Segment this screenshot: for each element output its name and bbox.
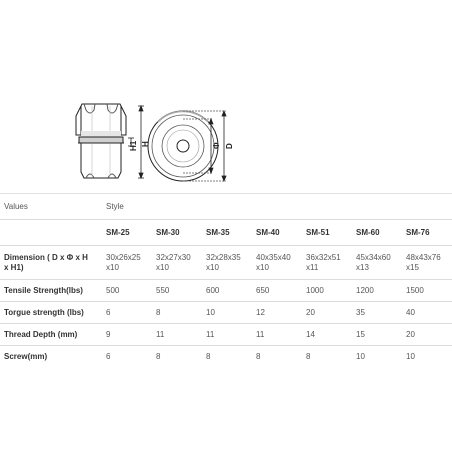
row-label-tensile: Tensile Strength(lbs) bbox=[0, 280, 102, 302]
table-row bbox=[0, 194, 452, 220]
row-label-line: Dimension ( D x Φ x H bbox=[4, 252, 88, 262]
cell-line: x10 bbox=[156, 262, 169, 272]
cell-line: x10 bbox=[106, 262, 119, 272]
table-cell: 14 bbox=[302, 324, 352, 346]
table-cell: 20 bbox=[302, 302, 352, 324]
table-cell: 6 bbox=[102, 346, 152, 368]
cell-line: x10 bbox=[206, 262, 219, 272]
model-header: SM-35 bbox=[202, 220, 252, 246]
table-cell bbox=[252, 246, 302, 280]
table-row bbox=[0, 346, 452, 368]
table-cell: 40 bbox=[402, 302, 452, 324]
row-label-screw: Screw(mm) bbox=[0, 346, 102, 368]
table-cell: 15 bbox=[352, 324, 402, 346]
model-header: SM-60 bbox=[352, 220, 402, 246]
table-cell bbox=[202, 246, 252, 280]
table-row bbox=[0, 246, 452, 280]
top-view bbox=[148, 111, 218, 181]
table-cell: 1500 bbox=[402, 280, 452, 302]
cell-line: x10 bbox=[256, 262, 269, 272]
row-label-thread-depth: Thread Depth (mm) bbox=[0, 324, 102, 346]
table-row bbox=[0, 220, 452, 246]
cell-line: 32x27x30 bbox=[156, 252, 191, 262]
table-cell: 8 bbox=[302, 346, 352, 368]
table-cell: 11 bbox=[202, 324, 252, 346]
cell-line: 30x26x25 bbox=[106, 252, 141, 262]
table-cell: 10 bbox=[352, 346, 402, 368]
cell-line: 32x28x35 bbox=[206, 252, 241, 262]
cell-line: x11 bbox=[306, 262, 319, 272]
table-cell: 12 bbox=[252, 302, 302, 324]
table-cell: 1000 bbox=[302, 280, 352, 302]
table-cell: 35 bbox=[352, 302, 402, 324]
cell-line: x15 bbox=[406, 262, 419, 272]
table-cell: 8 bbox=[202, 346, 252, 368]
table-row bbox=[0, 324, 452, 346]
side-view bbox=[76, 104, 126, 178]
row-label-torgue: Torgue strength (lbs) bbox=[0, 302, 102, 324]
table-cell bbox=[302, 246, 352, 280]
table-cell: 500 bbox=[102, 280, 152, 302]
table-cell: 1200 bbox=[352, 280, 402, 302]
table-row bbox=[0, 302, 452, 324]
values-header: Values bbox=[0, 194, 102, 220]
table-cell: 8 bbox=[152, 302, 202, 324]
cell-line: 40x35x40 bbox=[256, 252, 291, 262]
table-cell: 11 bbox=[152, 324, 202, 346]
table-cell bbox=[152, 246, 202, 280]
model-header: SM-51 bbox=[302, 220, 352, 246]
label-h1: H1 bbox=[129, 140, 138, 151]
model-header: SM-40 bbox=[252, 220, 302, 246]
table-cell: 550 bbox=[152, 280, 202, 302]
label-d: D bbox=[225, 143, 234, 149]
table-cell bbox=[352, 246, 402, 280]
table-cell: 9 bbox=[102, 324, 152, 346]
cell-line: 45x34x60 bbox=[356, 252, 391, 262]
model-header: SM-30 bbox=[152, 220, 202, 246]
table-cell: 10 bbox=[202, 302, 252, 324]
cell-line: 48x43x76 bbox=[406, 252, 441, 262]
spec-table bbox=[0, 193, 452, 368]
label-h: H bbox=[141, 141, 150, 147]
table-cell: 10 bbox=[402, 346, 452, 368]
table-cell: 8 bbox=[252, 346, 302, 368]
row-label-dimension bbox=[0, 246, 102, 280]
label-phi: Φ bbox=[212, 142, 221, 149]
empty-cell bbox=[0, 220, 102, 246]
style-header: Style bbox=[102, 194, 452, 220]
table-cell: 8 bbox=[152, 346, 202, 368]
table-cell bbox=[402, 246, 452, 280]
table-cell bbox=[102, 246, 152, 280]
table-cell: 20 bbox=[402, 324, 452, 346]
insulator-diagram bbox=[0, 0, 452, 195]
model-header: SM-76 bbox=[402, 220, 452, 246]
table-cell: 6 bbox=[102, 302, 152, 324]
table-cell: 600 bbox=[202, 280, 252, 302]
table-row bbox=[0, 280, 452, 302]
row-label-line: x H1) bbox=[4, 262, 24, 272]
cell-line: 36x32x51 bbox=[306, 252, 341, 262]
table-cell: 11 bbox=[252, 324, 302, 346]
model-header: SM-25 bbox=[102, 220, 152, 246]
table-cell: 650 bbox=[252, 280, 302, 302]
cell-line: x13 bbox=[356, 262, 369, 272]
